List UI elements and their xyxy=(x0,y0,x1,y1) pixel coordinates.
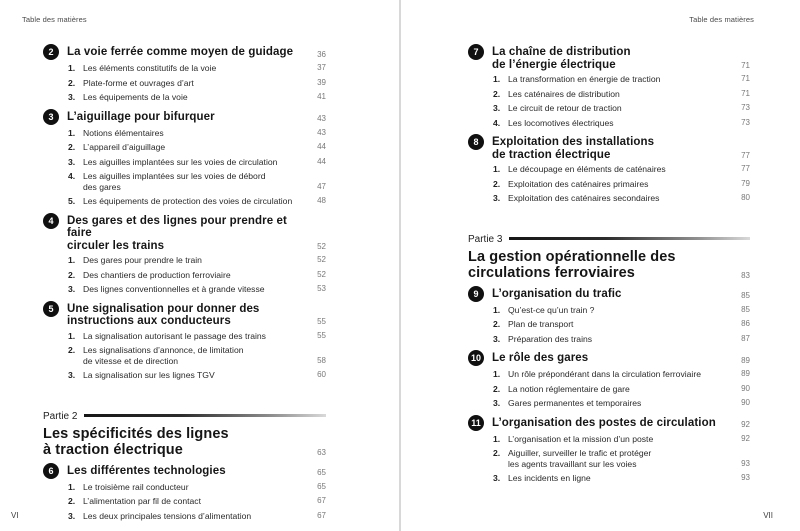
item-title: Les incidents en ligne xyxy=(508,473,591,483)
toc-page-number: 44 xyxy=(317,156,326,166)
item-title: L’organisation et la mission d’un poste xyxy=(508,433,654,444)
chapter-number-badge: 4 xyxy=(43,213,59,229)
item-title: Les équipements de protection des voies de circulation xyxy=(83,196,293,206)
toc-chapter xyxy=(43,215,326,295)
part-gradient-bar xyxy=(84,414,326,418)
toc-page-number: 43 xyxy=(317,127,326,137)
item-title: L’alimentation par fil de contact xyxy=(83,496,201,506)
item-title: Exploitation des caténaires secondaires xyxy=(508,193,660,203)
toc-item-entry[interactable] xyxy=(493,103,750,114)
chapter-items xyxy=(493,164,750,204)
toc-page-number: 86 xyxy=(741,319,750,328)
toc-chapter xyxy=(468,352,750,409)
item-number: 1. xyxy=(68,127,76,138)
item-title: Les équipements de la voie xyxy=(83,92,188,102)
item-number: 3. xyxy=(493,193,501,203)
toc-page-number: 93 xyxy=(741,473,750,482)
toc-page-number: 92 xyxy=(741,420,750,429)
item-title: La signalisation autorisant le passage des trains xyxy=(83,330,266,341)
toc-item-entry[interactable] xyxy=(68,142,326,153)
chapter-items xyxy=(68,331,326,381)
toc-page-number: 71 xyxy=(741,88,750,98)
toc-page-number: 71 xyxy=(741,60,750,70)
toc-item-entry[interactable] xyxy=(68,196,326,207)
chapter-title: La voie ferrée comme moyen de guidage xyxy=(67,46,294,58)
toc-item-entry[interactable] xyxy=(68,270,326,281)
chapter-title: La chaîne de distribution de l’énergie électrique xyxy=(492,46,631,71)
item-title: La notion réglementaire de gare xyxy=(508,383,630,394)
item-number: 3. xyxy=(68,92,76,102)
item-number: 2. xyxy=(68,269,76,280)
toc-chapter xyxy=(43,303,326,381)
part-label-row xyxy=(468,234,750,245)
toc-item-entry[interactable] xyxy=(68,255,326,266)
page-left xyxy=(0,0,399,531)
toc-item-entry[interactable] xyxy=(493,473,750,484)
item-number: 3. xyxy=(493,473,501,483)
toc-item-entry[interactable] xyxy=(68,331,326,342)
item-title: Des gares pour prendre le train xyxy=(83,255,202,265)
item-title: Les signalisations d’annonce, de limitation de vitesse et de direction xyxy=(83,345,244,366)
toc-item-entry[interactable] xyxy=(493,334,750,345)
item-title: Exploitation des caténaires primaires xyxy=(508,178,649,189)
running-header: Table des matières xyxy=(689,15,754,24)
toc-part xyxy=(468,234,750,282)
toc-page-number: 44 xyxy=(317,142,326,151)
part-title: La gestion opérationnelle des circulations ferroviaires xyxy=(468,248,676,281)
page-folio: VI xyxy=(11,511,19,520)
item-title: La transformation en énergie de traction xyxy=(508,74,661,84)
chapter-number-badge: 2 xyxy=(43,44,59,60)
page-right xyxy=(401,0,800,531)
item-title: Des chantiers de production ferroviaire xyxy=(83,269,231,280)
item-title: Les aiguilles implantées sur les voies de débord des gares xyxy=(83,171,266,192)
toc-item-entry[interactable] xyxy=(493,434,750,445)
toc-chapter xyxy=(43,465,326,522)
toc-part-entry[interactable] xyxy=(468,249,750,282)
item-number: 1. xyxy=(68,63,76,73)
toc-page-number: 93 xyxy=(741,458,750,468)
toc-page-number: 77 xyxy=(741,164,750,173)
toc-page-number: 39 xyxy=(317,77,326,87)
toc-page-number: 52 xyxy=(317,269,326,279)
toc-page-number: 60 xyxy=(317,370,326,379)
toc-item-entry[interactable] xyxy=(493,118,750,129)
chapter-number-badge: 6 xyxy=(43,463,59,479)
toc-page-number: 89 xyxy=(741,355,750,365)
item-title: Notions élémentaires xyxy=(83,127,164,138)
item-title: Les locomotives électriques xyxy=(508,117,614,128)
chapter-title: L’aiguillage pour bifurquer xyxy=(67,110,215,123)
item-number: 2. xyxy=(493,88,501,99)
item-title: Le découpage en éléments de caténaires xyxy=(508,164,666,174)
item-title: Plate-forme et ouvrages d’art xyxy=(83,77,194,88)
item-title: Aiguiller, surveiller le trafic et protéger les agents travaillant sur les voies xyxy=(508,448,652,469)
toc-item-entry[interactable] xyxy=(493,179,750,190)
chapter-items xyxy=(68,128,326,207)
part-title: Les spécificités des lignes à traction électrique xyxy=(43,425,229,458)
chapter-items xyxy=(68,63,326,103)
toc-page-number: 48 xyxy=(317,196,326,205)
toc-item-entry[interactable] xyxy=(68,92,326,103)
chapter-number-badge: 8 xyxy=(468,134,484,150)
toc-right xyxy=(468,46,750,484)
toc-part-entry[interactable] xyxy=(43,426,326,459)
chapter-number-badge: 10 xyxy=(468,350,484,366)
chapter-number-badge: 7 xyxy=(468,44,484,60)
toc-page-number: 47 xyxy=(317,181,326,191)
item-title: Les aiguilles implantées sur les voies de circulation xyxy=(83,156,278,167)
item-title: Un rôle prépondérant dans la circulation ferroviaire xyxy=(508,369,701,379)
chapter-title: Les différentes technologies xyxy=(67,464,226,477)
toc-page-number: 67 xyxy=(317,510,326,520)
item-title: Les deux principales tensions d’alimentation xyxy=(83,510,252,521)
toc-page-number: 77 xyxy=(741,150,750,160)
item-number: 2. xyxy=(68,496,76,506)
toc-page-number: 67 xyxy=(317,496,326,505)
toc-item-entry[interactable] xyxy=(68,345,326,366)
toc-page-number: 71 xyxy=(741,74,750,83)
toc-chapter xyxy=(468,136,750,204)
toc-page-number: 53 xyxy=(317,284,326,293)
toc-item-entry[interactable] xyxy=(493,164,750,175)
toc-page-number: 58 xyxy=(317,355,326,365)
toc-part xyxy=(43,411,326,459)
toc-page-number: 89 xyxy=(741,369,750,378)
item-number: 2. xyxy=(68,345,76,355)
toc-item-entry[interactable] xyxy=(493,305,750,316)
item-number: 3. xyxy=(493,103,501,113)
item-number: 2. xyxy=(493,448,501,458)
page-folio: VII xyxy=(763,511,773,520)
toc-chapter xyxy=(43,111,326,207)
part-label-row xyxy=(43,411,326,422)
toc-page-number: 63 xyxy=(317,448,326,457)
item-number: 2. xyxy=(493,178,501,189)
item-title: Gares permanentes et temporaires xyxy=(508,398,642,408)
item-number: 2. xyxy=(493,383,501,394)
chapter-title: Le rôle des gares xyxy=(492,352,589,364)
item-title: Les éléments constitutifs de la voie xyxy=(83,63,217,73)
toc-page-number: 65 xyxy=(317,468,326,477)
toc-chapter-entry[interactable] xyxy=(43,215,326,253)
item-title: Préparation des trains xyxy=(508,333,593,344)
item-number: 3. xyxy=(68,510,76,521)
toc-chapter-entry[interactable] xyxy=(43,46,326,60)
toc-item-entry[interactable] xyxy=(68,63,326,74)
chapter-title: Des gares et des lignes pour prendre et faire circuler les trains xyxy=(67,214,287,252)
chapter-title: L’organisation du trafic xyxy=(492,287,622,300)
item-number: 3. xyxy=(68,156,76,167)
toc-page-number: 43 xyxy=(317,114,326,123)
toc-chapter-entry[interactable] xyxy=(468,288,750,302)
item-title: Les caténaires de distribution xyxy=(508,88,620,99)
toc-item-entry[interactable] xyxy=(493,193,750,204)
toc-item-entry[interactable] xyxy=(493,89,750,100)
toc-chapter-entry[interactable] xyxy=(468,417,750,431)
toc-page-number: 36 xyxy=(317,49,326,59)
chapter-items xyxy=(493,74,750,128)
toc-page-number: 73 xyxy=(741,117,750,127)
item-title: Des lignes conventionnelles et à grande vitesse xyxy=(83,284,265,294)
chapter-title: Exploitation des installations de traction électrique xyxy=(492,136,655,161)
chapter-number-badge: 11 xyxy=(468,415,484,431)
item-number: 2. xyxy=(68,77,76,88)
item-title: L’appareil d’aiguillage xyxy=(83,142,166,152)
toc-page-number: 65 xyxy=(317,481,326,491)
toc-page-number: 55 xyxy=(317,317,326,326)
toc-chapter-entry[interactable] xyxy=(468,352,750,366)
part-label: Partie 3 xyxy=(468,233,503,245)
item-number: 1. xyxy=(493,304,501,315)
item-number: 1. xyxy=(68,330,76,341)
toc-item-entry[interactable] xyxy=(68,511,326,522)
toc-chapter xyxy=(468,288,750,345)
chapter-items xyxy=(68,255,326,295)
toc-page-number: 90 xyxy=(741,398,750,407)
toc-item-entry[interactable] xyxy=(493,369,750,380)
toc-page-number: 90 xyxy=(741,383,750,393)
item-number: 4. xyxy=(68,171,76,181)
toc-page-number: 79 xyxy=(741,178,750,188)
item-title: Le troisième rail conducteur xyxy=(83,481,189,492)
chapter-title: L’organisation des postes de circulation xyxy=(492,416,716,429)
chapter-number-badge: 3 xyxy=(43,109,59,125)
chapter-items xyxy=(493,305,750,345)
item-number: 1. xyxy=(493,164,501,174)
toc-chapter xyxy=(468,46,750,128)
running-header: Table des matières xyxy=(22,15,87,24)
toc-page-number: 52 xyxy=(317,255,326,264)
toc-item-entry[interactable] xyxy=(493,398,750,409)
chapter-items xyxy=(493,369,750,409)
part-label: Partie 2 xyxy=(43,410,78,422)
item-number: 5. xyxy=(68,196,76,206)
toc-page-number: 52 xyxy=(317,241,326,251)
toc-item-entry[interactable] xyxy=(493,384,750,395)
item-title: Qu’est-ce qu’un train ? xyxy=(508,304,595,315)
toc-page-number: 41 xyxy=(317,92,326,101)
toc-item-entry[interactable] xyxy=(68,496,326,507)
toc-chapter xyxy=(468,417,750,484)
toc-page-number: 85 xyxy=(741,304,750,314)
toc-item-entry[interactable] xyxy=(493,319,750,330)
toc-page-number: 83 xyxy=(741,271,750,280)
toc-item-entry[interactable] xyxy=(68,284,326,295)
item-number: 2. xyxy=(68,142,76,152)
toc-chapter xyxy=(43,46,326,103)
item-number: 3. xyxy=(493,398,501,408)
toc-chapter-entry[interactable] xyxy=(43,303,326,328)
item-number: 3. xyxy=(68,370,76,380)
item-number: 1. xyxy=(68,255,76,265)
toc-item-entry[interactable] xyxy=(68,370,326,381)
item-title: Le circuit de retour de traction xyxy=(508,103,622,113)
item-title: Plan de transport xyxy=(508,319,574,329)
item-title: La signalisation sur les lignes TGV xyxy=(83,370,215,380)
toc-item-entry[interactable] xyxy=(68,128,326,139)
chapter-title: Une signalisation pour donner des instructions aux conducteurs xyxy=(67,302,260,327)
toc-item-entry[interactable] xyxy=(68,78,326,89)
toc-item-entry[interactable] xyxy=(493,74,750,85)
toc-chapter-entry[interactable] xyxy=(43,465,326,479)
toc-item-entry[interactable] xyxy=(68,157,326,168)
item-number: 3. xyxy=(493,333,501,344)
item-number: 3. xyxy=(68,284,76,294)
item-number: 1. xyxy=(493,433,501,444)
toc-item-entry[interactable] xyxy=(68,171,326,192)
item-number: 2. xyxy=(493,319,501,329)
chapter-number-badge: 9 xyxy=(468,286,484,302)
toc-page-number: 55 xyxy=(317,330,326,340)
chapter-number-badge: 5 xyxy=(43,301,59,317)
toc-page-number: 87 xyxy=(741,333,750,343)
item-number: 1. xyxy=(493,369,501,379)
toc-page-number: 37 xyxy=(317,63,326,72)
toc-item-entry[interactable] xyxy=(493,448,750,469)
chapter-items xyxy=(493,434,750,484)
toc-page-number: 92 xyxy=(741,433,750,443)
toc-left xyxy=(43,46,326,521)
item-number: 1. xyxy=(493,74,501,84)
toc-chapter-entry[interactable] xyxy=(468,46,750,71)
toc-item-entry[interactable] xyxy=(68,482,326,493)
toc-page-number: 73 xyxy=(741,103,750,112)
chapter-items xyxy=(68,482,326,522)
toc-chapter-entry[interactable] xyxy=(468,136,750,161)
toc-page-number: 85 xyxy=(741,291,750,300)
item-number: 4. xyxy=(493,117,501,128)
toc-page-number: 80 xyxy=(741,193,750,202)
item-number: 1. xyxy=(68,481,76,492)
toc-chapter-entry[interactable] xyxy=(43,111,326,125)
part-gradient-bar xyxy=(509,237,750,241)
